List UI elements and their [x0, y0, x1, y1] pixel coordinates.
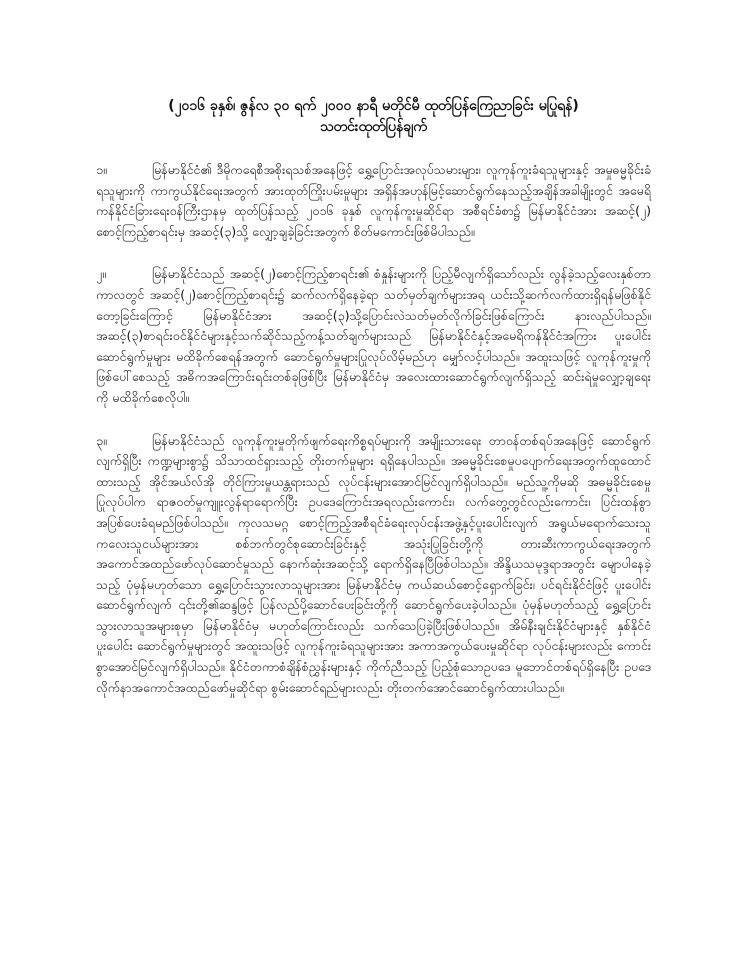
embargo-notice: (၂၀၁၆ ခုနှစ်၊ ဇွန်လ ၃၀ ရက် ၂၀၀၀ နာရီ မတိုင်မီ ထုတ်ပြန်ကြေညာခြင်း မပြုရန်) [168, 98, 579, 114]
paragraph-number: ၁။ [96, 162, 107, 177]
paragraph-text: မြန်မာနိုင်ငံသည် အဆင့်(၂)စောင့်ကြည့်စာရင်း၏ စံနှုန်းများကို ပြည့်မီလျက်ရှိသော်လည်း လွန်ခဲ့သည့်လေးနှစ်တာကာလတွင် အဆင့်(၂)စောင့်ကြည့်စာရင်း၌ ဆက်လက်ရှိနေခဲ့ရာ သတ်မှတ်ချက်များအရ ယင်းသို့ဆက်လက်ထားရှိရန်မဖြစ်နိုင်တော့ခြင်းကြောင့် မြန်မာနိုင်ငံအား အဆင့်(၃)သို့ပြောင်းလဲသတ်မှတ်လိုက်ခြင်းဖြစ်ကြောင်း နားလည်ပါသည်။ အဆင့်(၃)စာရင်းဝင်နိုင်ငံများနှင့်သက်ဆိုင်သည့်ကန့်သတ်ချက်များသည် မြန်မာနိုင်ငံနှင့်အမေရိကန်နိုင်ငံအကြား ပူးပေါင်းဆောင်ရွက်မှုများ မထိခိုက်စေရန်အတွက် ဆောင်ရွက်မှုများပြုလုပ်လိမ့်မည်ဟု မျှော်လင့်ပါသည်။ အထူးသဖြင့် လူကုန်ကူးမှုကိုဖြစ်ပေါ်စေသည့် အဓိကအကြောင်းရင်းတစ်ခုဖြစ်ပြီး မြန်မာနိုင်ငံမှ အလေးထားဆောင်ရွက်လျက်ရှိသည့် ဆင်းရဲမှုလျှော့ချရေးကို မထိခိုက်စေလိုပါ။ [96, 266, 651, 405]
title-block [96, 96, 651, 138]
document-title: သတင်းထုတ်ပြန်ချက် [319, 119, 428, 135]
paragraph-2 [96, 264, 651, 408]
paragraph-3 [96, 431, 651, 699]
paragraph-text: မြန်မာနိုင်ငံ၏ ဒီမိုကရေစီအစိုးရသစ်အနေဖြင့် ရွှေ့ပြောင်းအလုပ်သမားများ၊ လူကုန်ကူးခံရသူများနှင့် အမှုဓမ္မခိုင်းခံရသူများကို ကာကွယ်နိုင်ရေးအတွက် အားထုတ်ကြိုးပမ်းမှုများ အရှိန်အဟုန်မြင့်ဆောင်ရွက်နေသည့်အချိန်အခါမျိုးတွင် အမေရိကန်နိုင်ငံခြားရေးဝန်ကြီးဌာနမှ ထုတ်ပြန်သည့် ၂၀၁၆ ခုနှစ် လူကုန်ကူးမှုဆိုင်ရာ အစီရင်ခံစာ၌ မြန်မာနိုင်ငံအား အဆင့်(၂) စောင့်ကြည့်စာရင်းမှ အဆင့်(၃)သို့ လျှော့ချခဲ့ခြင်းအတွက် စိတ်မကောင်းဖြစ်မိပါသည်။ [96, 162, 651, 239]
paragraph-number: ၂။ [96, 266, 106, 282]
paragraph-1 [96, 160, 651, 242]
paragraph-number: ၃။ [96, 432, 107, 448]
paragraph-text: မြန်မာနိုင်ငံသည် လူကုန်ကူးမှုတိုက်ဖျက်ရေးကိစ္စရပ်များကို အမျိုးသားရေး တာဝန်တစ်ရပ်အနေဖြင့် ဆောင်ရွက်လျက်ရှိပြီး ကဏ္ဍများစွာ၌ သိသာထင်ရှားသည့် တိုးတက်မှုများ ရရှိနေပါသည်။ အဓမ္မခိုင်းစေမှုပပျောက်ရေးအတွက်ထူထောင်ထားသည့် အိုင်အယ်လ်အို တိုင်ကြားမှုယန္တရားသည် လုပ်ငန်းများအောင်မြင်လျက်ရှိပါသည်။ မည်သူ့ကိုမဆို အဓမ္မခိုင်းစေမှု ပြုလုပ်ပါက ရာဇဝတ်မှုကျူးလွန်ရာရောက်ပြီး ဥပဒေကြောင်းအရလည်းကောင်း၊ လက်တွေ့တွင်လည်းကောင်း၊ ပြင်းထန်စွာအပြစ်ပေးခံရမည်ဖြစ်ပါသည်။ ကုလသမဂ္ဂ စောင့်ကြည့်အစီရင်ခံရေးလုပ်ငန်းအဖွဲ့နှင့်ပူးပေါင်းလျက် အရွယ်မရောက်သေးသူ ကလေးသူငယ်များအား စစ်ဘက်တွင်စုဆောင်းခြင်းနှင့် အသုံးပြုခြင်းတို့ကို တားဆီးကာကွယ်ရေးအတွက် အကောင်အထည်ဖော်လုပ်ဆောင်မှုသည် နောက်ဆုံးအဆင့်သို့ ရောက်ရှိနေပြီဖြစ်ပါသည်။ အိန္ဒိယသမုဒ္ဒရာအတွင်း မျောပါနေခဲ့သည့် ပုံမှန်မဟုတ်သော ရွှေ့ပြောင်းသွားလာသူများအား မြန်မာနိုင်ငံမှ ကယ်ဆယ်စောင့်ရှောက်ခြင်း၊ ပင်ရင်းနိုင်ငံဖြင့် ပူးပေါင်းဆောင်ရွက်လျက် ၎င်းတို့၏ဆန္ဒဖြင့် ပြန်လည်ပို့ဆောင်ပေးခြင်းတို့ကို ဆောင်ရွက်ပေးခဲ့ပါသည်။ ပုံမှန်မဟုတ်သည့် ရွှေ့ပြောင်းသွားလာသူအများစုမှာ မြန်မာနိုင်ငံမှ မဟုတ်ကြောင်းလည်း သက်သေပြခဲ့ပြီးဖြစ်ပါသည်။ အိမ်နီးချင်းနိုင်ငံများနှင့် နှစ်နိုင်ငံပူးပေါင်း ဆောင်ရွက်မှုများတွင် အထူးသဖြင့် လူကုန်ကူးခံရသူများအား အကာအကွယ်ပေးမှုဆိုင်ရာ လုပ်ငန်းများလည်း ကောင်းစွာအောင်မြင်လျက်ရှိပါသည်။ နိုင်ငံတကာစံချိန်စံညွှန်းများနှင့် ကိုက်ညီသည့် ပြည့်စုံသောဥပဒေ မူဘောင်တစ်ရပ်ရှိနေပြီး ဥပဒေလိုက်နာအကောင်အထည်ဖော်မှုဆိုင်ရာ စွမ်းဆောင်ရည်များလည်း တိုးတက်အောင်ဆောင်ရွက်ထားပါသည်။ [96, 432, 651, 695]
